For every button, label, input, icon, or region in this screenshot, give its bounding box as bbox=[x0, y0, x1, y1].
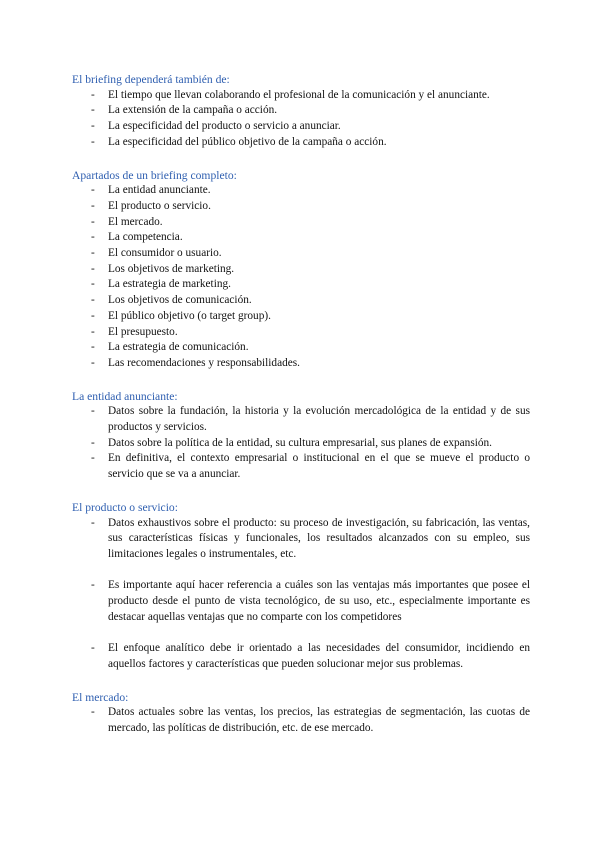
list-item: - El producto o servicio. bbox=[72, 199, 530, 215]
section-heading: Apartados de un briefing completo: bbox=[72, 168, 237, 182]
list-item: - Es importante aquí hacer referencia a cuáles son las ventajas más importantes que posee el producto desde el punto de vista tecnológico, de su uso, etc., especialmente importante es destacar aquellas ventajas que no comparte con los competidores bbox=[72, 578, 530, 625]
list-item: - Datos actuales sobre las ventas, los precios, las estrategias de segmentación, las cuotas de mercado, las políticas de distribución, etc. de ese mercado. bbox=[72, 705, 530, 736]
section-heading: El briefing dependerá también de: bbox=[72, 73, 230, 86]
list-item: - Los objetivos de marketing. bbox=[72, 262, 530, 278]
bullet-list bbox=[72, 516, 530, 673]
section-briefing-parts bbox=[72, 168, 530, 372]
list-item: - El presupuesto. bbox=[72, 325, 530, 341]
list-item: - En definitiva, el contexto empresarial o institucional en el que se mueve el producto o servicio que se va a anunciar. bbox=[72, 451, 530, 482]
list-item: - El tiempo que llevan colaborando el profesional de la comunicación y el anunciante. bbox=[72, 88, 530, 104]
list-item: - La entidad anunciante. bbox=[72, 183, 530, 199]
section-heading: El producto o servicio: bbox=[72, 500, 178, 514]
list-item: - Los objetivos de comunicación. bbox=[72, 293, 530, 309]
bullet-list bbox=[72, 404, 530, 483]
list-item: - La competencia. bbox=[72, 230, 530, 246]
list-item: - El enfoque analítico debe ir orientado a las necesidades del consumidor, incidiendo en aquellos factores y características que pueden solucionar mejor sus problemas. bbox=[72, 641, 530, 672]
section-briefing-depends bbox=[72, 72, 530, 151]
list-item: - El consumidor o usuario. bbox=[72, 246, 530, 262]
section-heading: El mercado: bbox=[72, 690, 129, 704]
list-item: - La estrategia de marketing. bbox=[72, 277, 530, 293]
list-item: - La extensión de la campaña o acción. bbox=[72, 103, 530, 119]
list-item: - El público objetivo (o target group). bbox=[72, 309, 530, 325]
list-item: - Datos exhaustivos sobre el producto: su proceso de investigación, su fabricación, las ventas, sus características físicas y funcionales, los resultados alcanzados con su empleo, sus limitaciones legales o instrumentales, etc. bbox=[72, 516, 530, 563]
list-item: - La especificidad del público objetivo de la campaña o acción. bbox=[72, 135, 530, 151]
section-entidad-anunciante bbox=[72, 389, 530, 483]
list-item: - Datos sobre la política de la entidad, su cultura empresarial, sus planes de expansión. bbox=[72, 436, 530, 452]
list-item: - La estrategia de comunicación. bbox=[72, 340, 530, 356]
list-item: - Las recomendaciones y responsabilidades. bbox=[72, 356, 530, 372]
section-heading: La entidad anunciante: bbox=[72, 389, 178, 403]
list-item: - El mercado. bbox=[72, 215, 530, 231]
list-item: - Datos sobre la fundación, la historia y la evolución mercadológica de la entidad y de sus productos y servicios. bbox=[72, 404, 530, 435]
bullet-list bbox=[72, 88, 530, 151]
document-body bbox=[72, 72, 530, 754]
section-producto-servicio bbox=[72, 500, 530, 673]
bullet-list bbox=[72, 705, 530, 736]
bullet-list bbox=[72, 183, 530, 371]
section-mercado bbox=[72, 690, 530, 737]
list-item: - La especificidad del producto o servicio a anunciar. bbox=[72, 119, 530, 135]
